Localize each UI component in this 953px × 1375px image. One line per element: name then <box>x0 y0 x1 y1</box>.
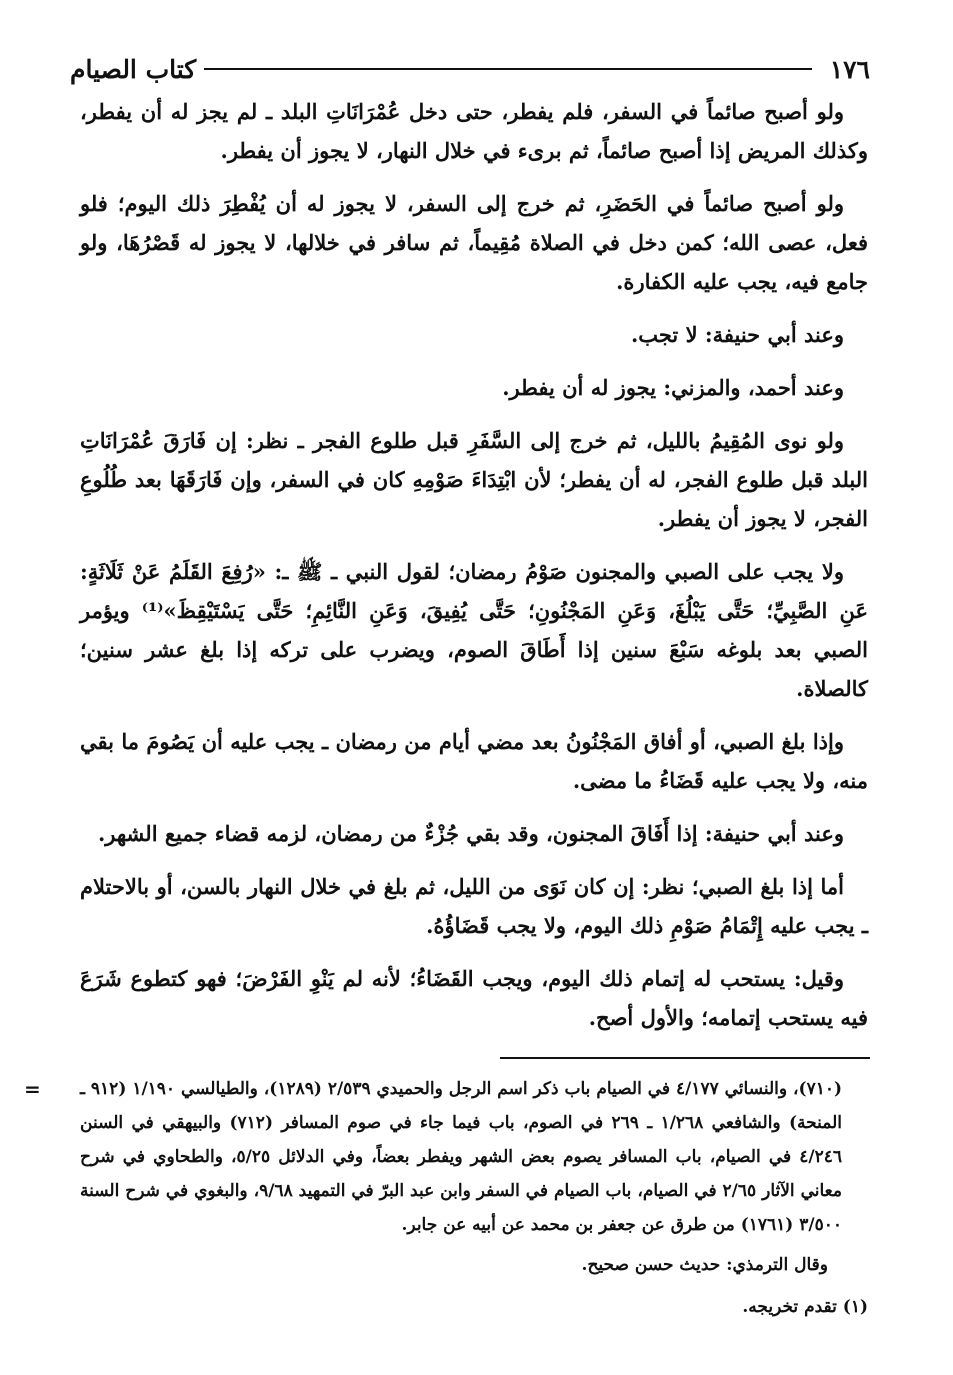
paragraph: أما إذا بلغ الصبي؛ نظر: إن كان نَوَى من الليل، ثم بلغ في خلال النهار بالسن، أو بالاحتلام ـ يجب عليه إِتْمَامُ صَوْمِ ذلك اليوم، ولا يجب قَضَاؤُهُ. <box>80 874 868 938</box>
footnote-rule <box>500 1057 870 1059</box>
footnote-continuation <box>24 1072 868 1242</box>
paragraph: وقيل: يستحب له إتمام ذلك اليوم، ويجب القَضَاءُ؛ لأنه لم يَنْوِ الفَرْضَ؛ فهو كتطوع شَرَعَ فيه يستحب إتمامه؛ والأول أصح. <box>80 966 868 1030</box>
footnote-continuation-text: (٧١٠)، والنسائي ٤/١٧٧ في الصيام باب ذكر اسم الرجل والحميدي ٢/٥٣٩ (١٢٨٩)، والطيالسي ١/١٩٠ (٩١٢ ـ المنحة) والشافعي ١/٢٦٨ ـ ٢٦٩ في الصوم، باب فيما جاء في صوم المسافر (٧١٢) والبيهقي في السنن ٤/٢٤٦ في الصيام، باب المسافر يصوم بعض الشهر ويفطر بعضاً، وفي الدلائل ٥/٢٥، والطحاوي في شرح معاني الآثار ٢/٦٥ في الصيام، باب الصيام في السفر وابن عبد البرّ في التمهيد ٩/٦٨، والبغوي في شرح السنة ٣/٥٠٠ (١٧٦١) من طرق عن جعفر بن محمد عن أبيه عن جابر. <box>80 1079 843 1235</box>
footnotes <box>24 1072 868 1324</box>
paragraph: وإذا بلغ الصبي، أو أفاق المَجْنُونُ بعد مضي أيام من رمضان ـ يجب عليه أن يَصُومَ ما بقي منه، ولا يجب عليه قَضَاءُ ما مضى. <box>80 729 868 793</box>
paragraph: ولو أصبح صائماً في الحَضَرِ، ثم خرج إلى السفر، لا يجوز له أن يُفْطِرَ ذلك اليوم؛ فلو فعل، عصى الله؛ كمن دخل في الصلاة مُقِيماً، ثم سافر في خلالها، لا يجوز له قَصْرُهَا، ولو جامع فيه، يجب عليه الكفارة. <box>80 191 868 294</box>
footnote-1: (١) تقدم تخريجه. <box>742 1297 868 1317</box>
page-number: ١٧٦ <box>829 54 870 84</box>
header-rule <box>204 68 812 70</box>
paragraph: ولو نوى المُقِيمُ بالليل، ثم خرج إلى السَّفَرِ قبل طلوع الفجر ـ نظر: إن فَارَقَ عُمْرَانَاتِ البلد قبل طلوع الفجر، له أن يفطر؛ لأن ابْتِدَاءَ صَوْمِهِ كان في السفر، وإن فَارَقَهَا بعد طُلُوعِ الفجر، لا يجوز أن يفطر. <box>80 428 868 531</box>
page-header <box>70 52 870 86</box>
paragraph: وعند أبي حنيفة: إذا أَفَاقَ المجنون، وقد بقي جُزْءٌ من رمضان، لزمه قضاء جميع الشهر. <box>97 821 844 846</box>
paragraph: وعند أحمد، والمزني: يجوز له أن يفطر. <box>502 375 844 400</box>
book-title: كتاب الصيام <box>70 54 197 84</box>
paragraph: وعند أبي حنيفة: لا تجب. <box>630 322 844 347</box>
paragraph: ولو أصبح صائماً في السفر، فلم يفطر، حتى دخل عُمْرَانَاتِ البلد ـ لم يجز له أن يفطر، وكذلك المريض إذا أصبح صائماً، ثم برىء في خلال النهار، لا يجوز أن يفطر. <box>80 99 868 163</box>
main-text <box>80 92 868 1051</box>
paragraph: ولا يجب على الصبي والمجنون صَوْمُ رمضان؛ لقول النبي ـ ﷺ ـ: «رُفِعَ القَلَمُ عَنْ ثَلَاثَةٍ: عَنِ الصَّبِيِّ؛ حَتَّى يَبْلُغَ، وَعَنِ المَجْنُونِ؛ حَتَّى يُفِيقَ، وَعَنِ النَّائِمِ؛ حَتَّى يَسْتَيْقِظَ»⁽¹⁾ ويؤمر الصبي بعد بلوغه سَبْعَ سنين إذا أَطَاقَ الصوم، ويضرب على تركه إذا بلغ عشر سنين؛ كالصلاة. <box>80 559 868 701</box>
footnote-quote: وقال الترمذي: حديث حسن صحيح. <box>581 1255 828 1275</box>
continuation-marker: = <box>24 1077 41 1101</box>
